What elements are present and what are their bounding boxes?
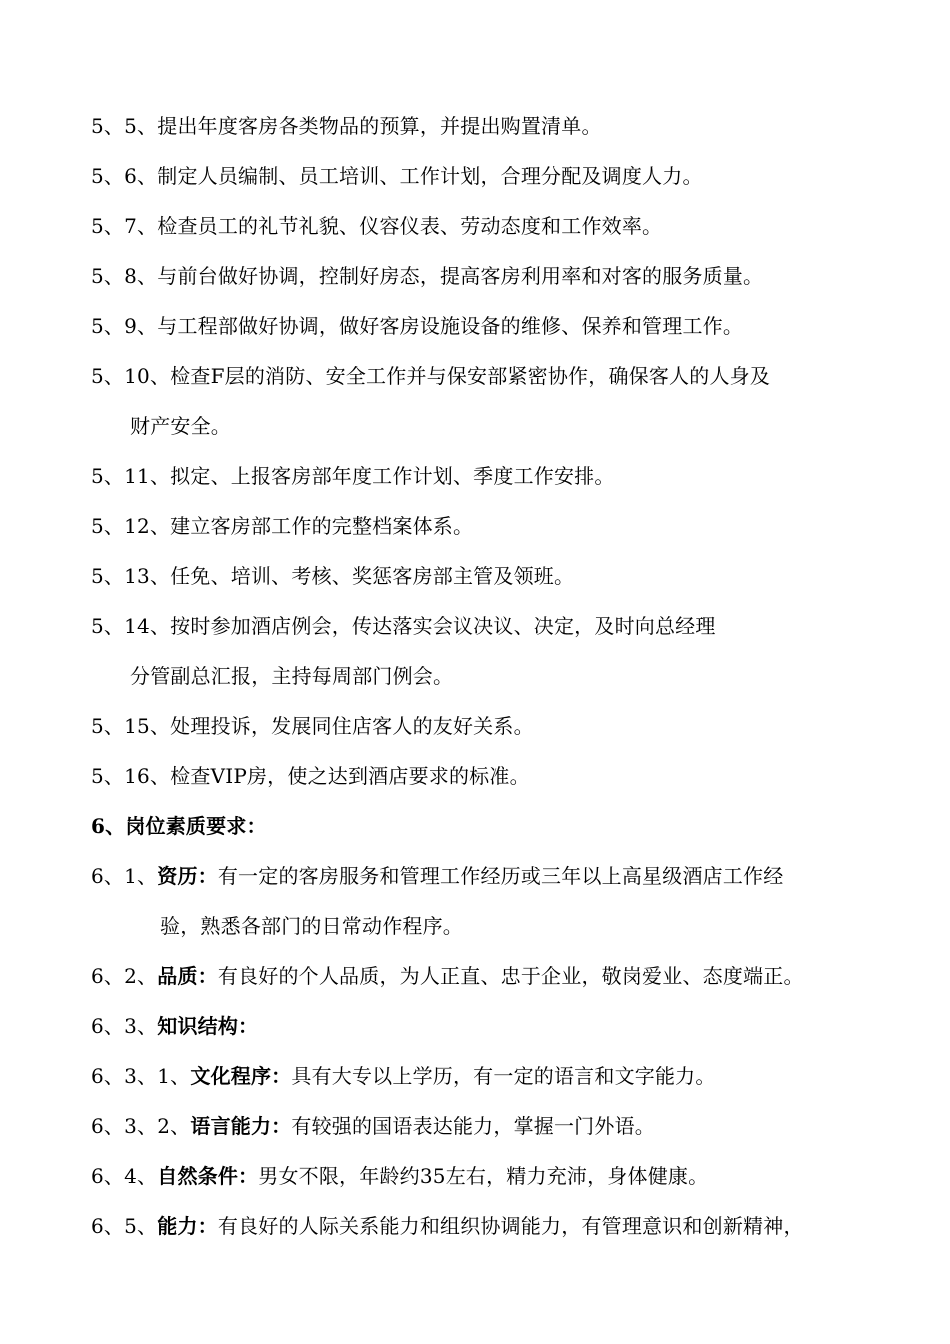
requirement-6-2: 6、2、品质：有良好的个人品质，为人正直、忠于企业，敬岗爱业、态度端正。 [91,964,804,988]
duty-5-7: 5、7、检查员工的礼节礼貌、仪容仪表、劳动态度和工作效率。 [91,214,663,238]
requirement-6-1: 6、1、资历：有一定的客房服务和管理工作经历或三年以上高星级酒店工作经 [91,864,784,888]
duty-5-6: 5、6、制定人员编制、员工培训、工作计划，合理分配及调度人力。 [91,164,703,188]
requirement-label: 资历： [157,864,218,888]
requirement-label: 语言能力： [190,1114,292,1138]
duty-5-10: 5、10、检查F层的消防、安全工作并与保安部紧密协作，确保客人的人身及 [91,364,771,388]
requirement-6-3-2: 6、3、2、语言能力：有较强的国语表达能力，掌握一门外语。 [91,1114,655,1138]
duty-5-14-continued: 分管副总汇报，主持每周部门例会。 [130,664,454,688]
requirement-label: 知识结构： [157,1014,259,1038]
duty-5-12: 5、12、建立客房部工作的完整档案体系。 [91,514,474,538]
requirement-label: 文化程序： [190,1064,292,1088]
duty-5-9: 5、9、与工程部做好协调，做好客房设施设备的维修、保养和管理工作。 [91,314,744,338]
duty-5-11: 5、11、拟定、上报客房部年度工作计划、季度工作安排。 [91,464,615,488]
requirement-6-5: 6、5、能力：有良好的人际关系能力和组织协调能力，有管理意识和创新精神， [91,1214,804,1238]
duty-5-14: 5、14、按时参加酒店例会，传达落实会议决议、决定，及时向总经理 [91,614,716,638]
duty-5-15: 5、15、处理投诉，发展同住店客人的友好关系。 [91,714,534,738]
duty-5-16: 5、16、检查VIP房，使之达到酒店要求的标准。 [91,764,530,788]
duty-5-8: 5、8、与前台做好协调，控制好房态，提高客房利用率和对客的服务质量。 [91,264,764,288]
requirement-label: 能力： [157,1214,218,1238]
requirement-label: 品质： [157,964,218,988]
requirement-6-3-1: 6、3、1、文化程序：具有大专以上学历，有一定的语言和文字能力。 [91,1064,716,1088]
duty-5-10-continued: 财产安全。 [130,414,231,438]
duty-5-13: 5、13、任免、培训、考核、奖惩客房部主管及领班。 [91,564,575,588]
section-heading-6: 6、岗位素质要求： [91,814,267,838]
requirement-6-4: 6、4、自然条件：男女不限，年龄约35左右，精力充沛，身体健康。 [91,1164,709,1188]
requirement-label: 自然条件： [157,1164,259,1188]
requirement-6-3: 6、3、知识结构： [91,1014,259,1038]
requirement-6-1-continued: 验，熟悉各部门的日常动作程序。 [160,914,463,938]
duty-5-5: 5、5、提出年度客房各类物品的预算，并提出购置清单。 [91,114,602,138]
